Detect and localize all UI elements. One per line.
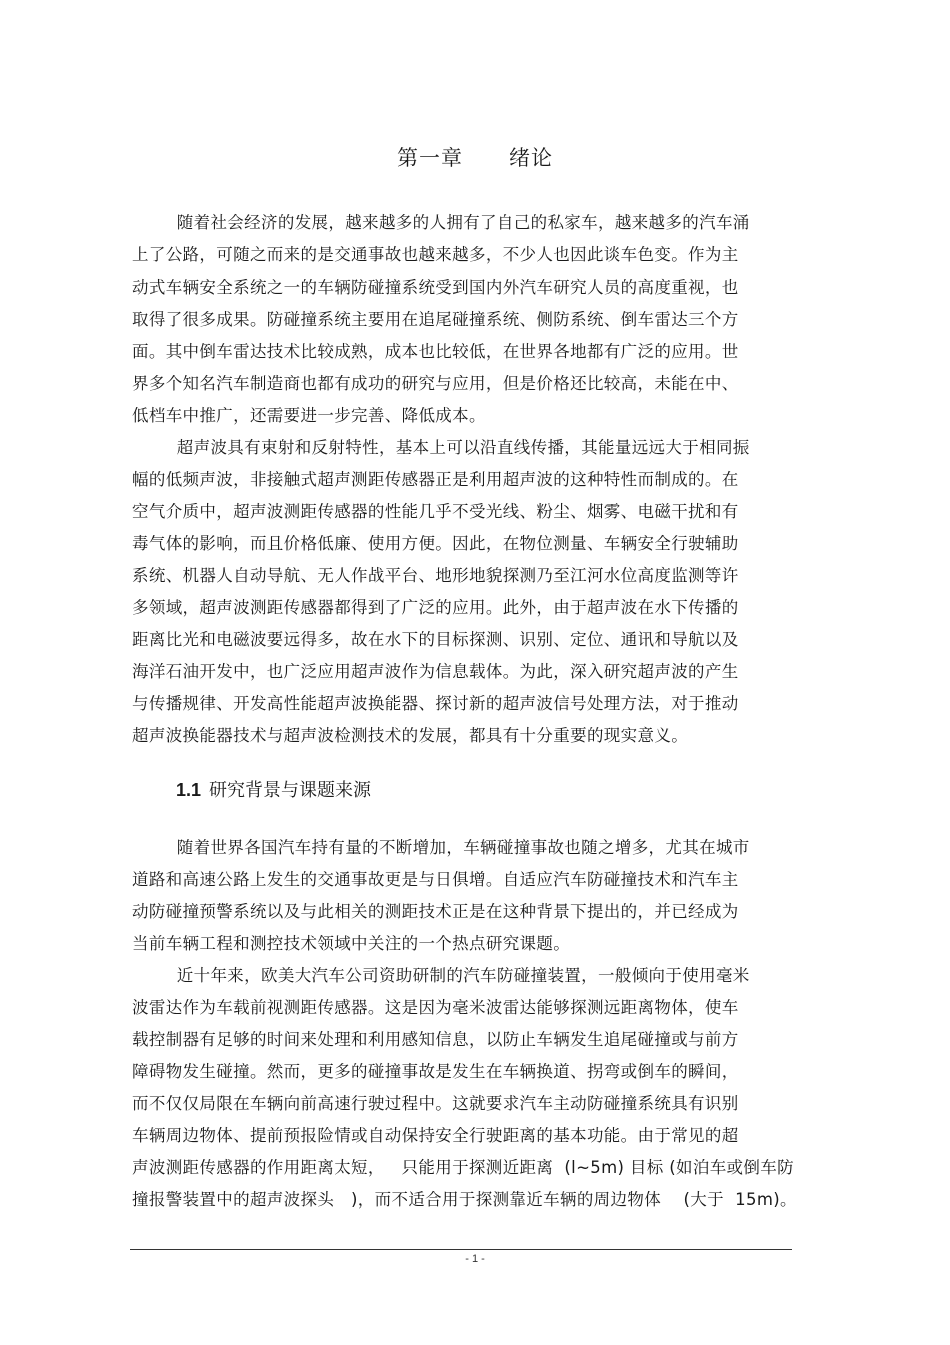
chapter-title: 第一章 绪论: [396, 146, 554, 170]
body-line: 近十年来，欧美大汽车公司资助研制的汽车防碰撞装置，一般倾向于使用毫米: [132, 966, 750, 985]
intro-line: 空气介质中，超声波测距传感器的性能几乎不受光线、粉尘、烟雾、电磁干扰和有: [132, 502, 739, 521]
section-title: 研究背景与课题来源: [209, 780, 372, 801]
body-line: 动防碰撞预警系统以及与此相关的测距技术正是在这种背景下提出的，并已经成为: [132, 902, 739, 921]
intro-line: 超声波具有束射和反射特性，基本上可以沿直线传播，其能量远远大于相同振: [132, 438, 750, 457]
body-line: 载控制器有足够的时间来处理和利用感知信息，以防止车辆发生追尾碰撞或与前方: [132, 1030, 739, 1049]
body-line: 当前车辆工程和测控技术领域中关注的一个热点研究课题。: [132, 934, 571, 953]
intro-line: 上了公路，可随之而来的是交通事故也越来越多，不少人也因此谈车色变。作为主: [132, 245, 739, 264]
body-line: 波雷达作为车载前视测距传感器。这是因为毫米波雷达能够探测远距离物体，使车: [132, 998, 739, 1017]
intro-line: 动式车辆安全系统之一的车辆防碰撞系统受到国内外汽车研究人员的高度重视，也: [132, 278, 739, 297]
intro-line: 面。其中倒车雷达技术比较成熟，成本也比较低，在世界各地都有广泛的应用。世: [132, 342, 739, 361]
intro-line: 幅的低频声波，非接触式超声测距传感器正是利用超声波的这种特性而制成的。在: [132, 470, 739, 489]
intro-line: 随着社会经济的发展，越来越多的人拥有了自己的私家车，越来越多的汽车涌: [132, 213, 750, 232]
body-line: 道路和高速公路上发生的交通事故更是与日俱增。自适应汽车防碰撞技术和汽车主: [132, 870, 739, 889]
intro-line: 低档车中推广，还需要进一步完善、降低成本。: [132, 406, 486, 425]
intro-line: 毒气体的影响，而且价格低廉、使用方便。因此，在物位测量、车辆安全行驶辅助: [132, 534, 739, 553]
body-line: 声波测距传感器的作用距离太短， 只能用于探测近距离 (l~5m) 目标 (如泊车或倒车防: [132, 1158, 794, 1177]
intro-line: 界多个知名汽车制造商也都有成功的研究与应用，但是价格还比较高，未能在中、: [132, 374, 739, 393]
section-heading: [176, 776, 371, 802]
intro-line: 距离比光和电磁波要远得多，故在水下的目标探测、识别、定位、通讯和导航以及: [132, 630, 739, 649]
intro-line: 多领域，超声波测距传感器都得到了广泛的应用。此外，由于超声波在水下传播的: [132, 598, 739, 617]
intro-line: 海洋石油开发中，也广泛应用超声波作为信息载体。为此，深入研究超声波的产生: [132, 662, 739, 681]
page-number: - 1 -: [465, 1253, 485, 1265]
intro-line: 取得了很多成果。防碰撞系统主要用在追尾碰撞系统、侧防系统、倒车雷达三个方: [132, 310, 739, 329]
section-number: 1.1: [176, 780, 202, 800]
body-line: 障碍物发生碰撞。然而，更多的碰撞事故是发生在车辆换道、拐弯或倒车的瞬间，: [132, 1062, 739, 1081]
intro-line: 系统、机器人自动导航、无人作战平台、地形地貌探测乃至江河水位高度监测等许: [132, 566, 739, 585]
body-line: 随着世界各国汽车持有量的不断增加，车辆碰撞事故也随之增多，尤其在城市: [132, 838, 750, 857]
body-line: 而不仅仅局限在车辆向前高速行驶过程中。这就要求汽车主动防碰撞系统具有识别: [132, 1094, 739, 1113]
body-line: 车辆周边物体、提前预报险情或自动保持安全行驶距离的基本功能。由于常见的超: [132, 1126, 739, 1145]
footer-divider: [130, 1249, 792, 1250]
intro-line: 超声波换能器技术与超声波检测技术的发展，都具有十分重要的现实意义。: [132, 726, 689, 745]
body-line: 撞报警装置中的超声波探头 )，而不适合用于探测靠近车辆的周边物体 (大于 15m)。: [132, 1190, 797, 1209]
intro-line: 与传播规律、开发高性能超声波换能器、探讨新的超声波信号处理方法，对于推动: [132, 694, 739, 713]
